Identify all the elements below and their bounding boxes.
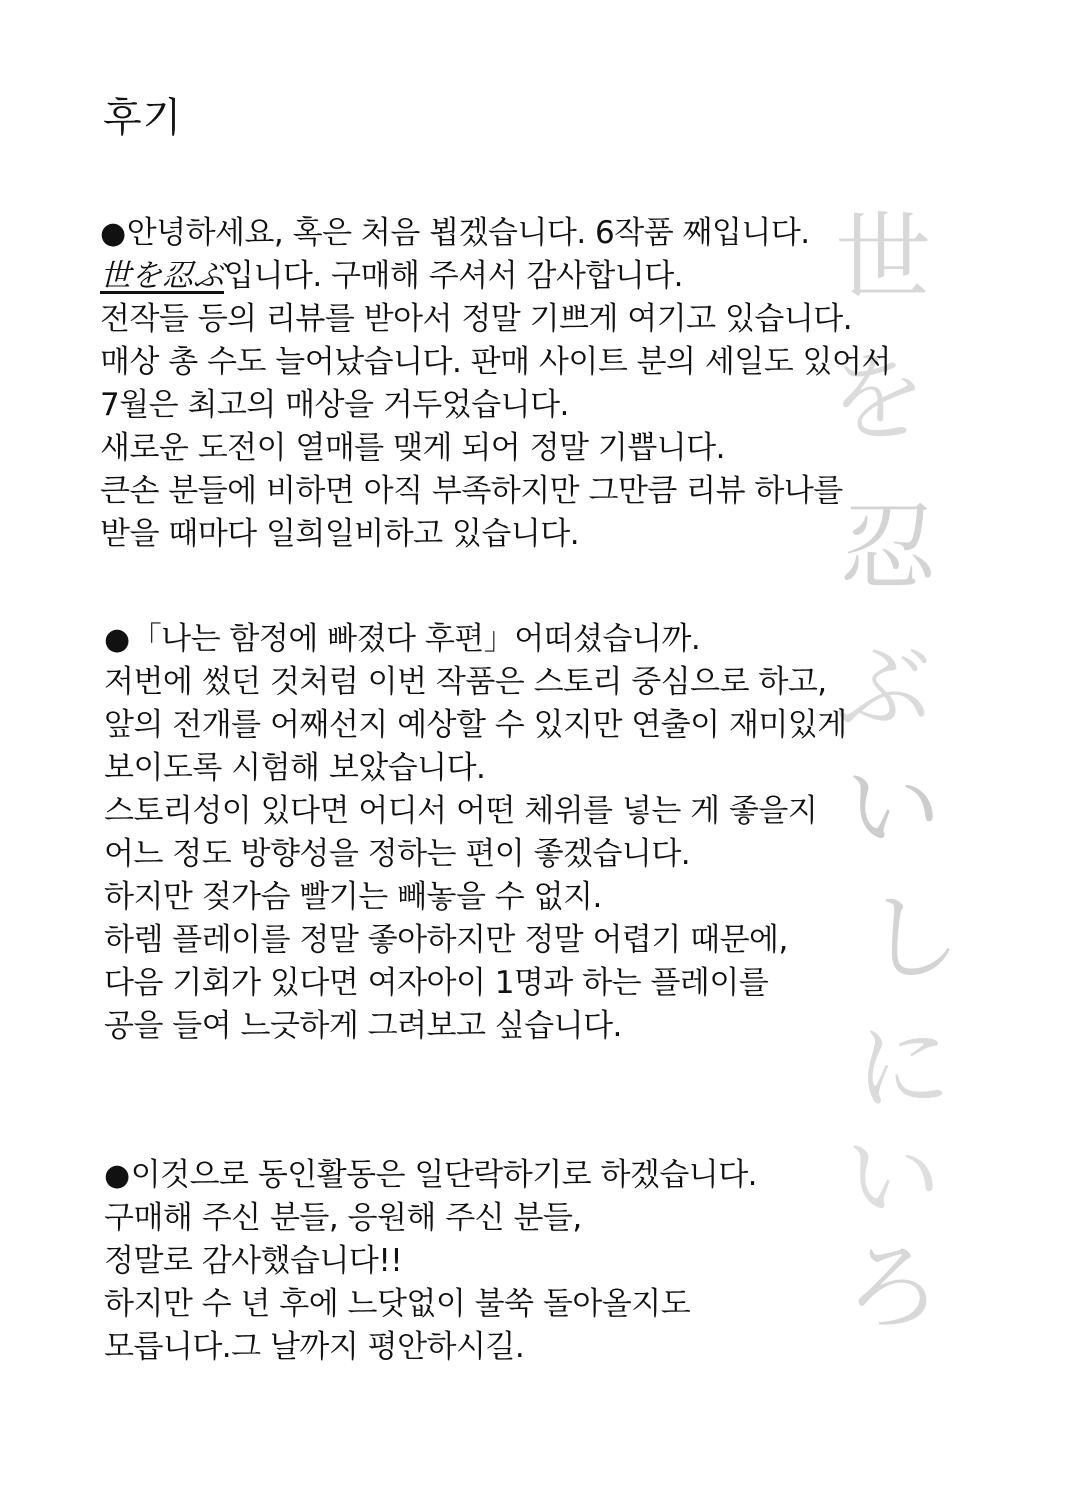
- text-line: 큰손 분들에 비하면 아직 부족하지만 그만큼 리뷰 하나를: [100, 473, 843, 509]
- line-text: 입니다. 구매해 주셔서 감사합니다.: [224, 258, 684, 294]
- text-line: 앞의 전개를 어째선지 예상할 수 있지만 연출이 재미있게: [104, 707, 847, 743]
- calligraphy-glyph: い: [845, 1122, 941, 1234]
- afterword-section-3: [104, 1154, 757, 1369]
- text-line: 7월은 최고의 매상을 거두었습니다.: [100, 387, 569, 423]
- calligraphy-glyph: し: [865, 882, 961, 994]
- line-text: 이것으로 동인활동은 일단락하기로 하겠습니다.: [130, 1157, 758, 1193]
- text-line: 정말로 감사했습니다!!: [104, 1243, 403, 1279]
- text-line: 전작들 등의 리뷰를 받아서 정말 기쁘게 여기고 있습니다.: [100, 301, 853, 337]
- page-title: 후기: [103, 95, 183, 141]
- calligraphy-glyph: ろ: [845, 1232, 941, 1344]
- line-text: 안녕하세요, 혹은 처음 뵙겠습니다. 6작품 째입니다.: [126, 215, 810, 251]
- calligraphy-glyph: に: [855, 1012, 951, 1124]
- afterword-section-2: [104, 618, 847, 1048]
- text-line: 다음 기회가 있다면 여자아이 1명과 하는 플레이를: [104, 965, 769, 1001]
- text-line: 보이도록 시험해 보았습니다.: [104, 750, 486, 786]
- text-line: 모릅니다.그 날까지 평안하시길.: [104, 1329, 525, 1365]
- bullet-icon: ●: [104, 1158, 130, 1193]
- text-line: 저번에 썼던 것처럼 이번 작품은 스토리 중심으로 하고,: [104, 664, 827, 700]
- calligraphy-glyph: 世: [835, 202, 931, 314]
- bullet-icon: ●: [104, 622, 130, 657]
- afterword-section-1: [100, 212, 891, 556]
- calligraphy-glyph: ぶ: [835, 632, 931, 744]
- text-line: 어느 정도 방향성을 정하는 편이 좋겠습니다.: [104, 836, 691, 872]
- text-line: [104, 1154, 757, 1197]
- calligraphy-glyph: 忍: [840, 492, 936, 604]
- line-text: 「나는 함정에 빠졌다 후편」어떠셨습니까.: [130, 621, 701, 657]
- text-line: [104, 618, 847, 661]
- text-line: 구매해 주신 분들, 응원해 주신 분들,: [104, 1200, 582, 1236]
- author-name: 世を忍ぶ: [100, 258, 224, 294]
- text-line: 스토리성이 있다면 어디서 어떤 체위를 넣는 게 좋을지: [104, 793, 818, 829]
- text-line: 새로운 도전이 열매를 맺게 되어 정말 기쁩니다.: [100, 430, 725, 466]
- text-line: 공을 들여 느긋하게 그려보고 싶습니다.: [104, 1008, 622, 1044]
- text-line: 하지만 젖가슴 빨기는 빼놓을 수 없지.: [104, 879, 602, 915]
- text-line: 받을 때마다 일희일비하고 있습니다.: [100, 516, 580, 552]
- bullet-icon: ●: [100, 216, 126, 251]
- text-line: 하지만 수 년 후에 느닷없이 불쑥 돌아올지도: [104, 1286, 691, 1322]
- text-line: [100, 255, 891, 298]
- text-line: [100, 212, 891, 255]
- text-line: 하렘 플레이를 정말 좋아하지만 정말 어렵기 때문에,: [104, 922, 788, 958]
- calligraphy-glyph: い: [845, 752, 941, 864]
- calligraphy-glyph: を: [830, 342, 926, 454]
- text-line: 매상 총 수도 늘어났습니다. 판매 사이트 분의 세일도 있어서: [100, 344, 891, 380]
